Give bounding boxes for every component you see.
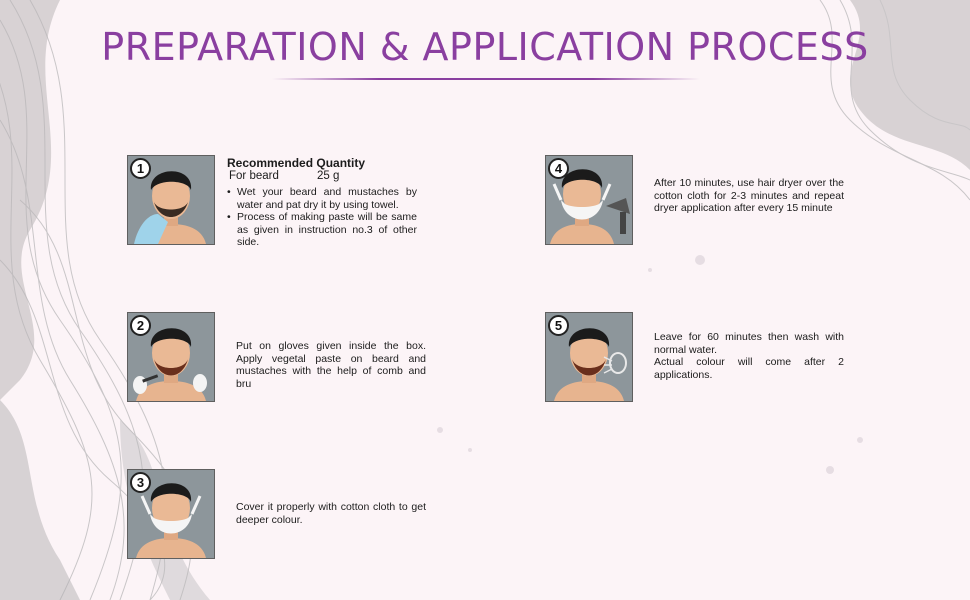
- step-4-illustration: [545, 155, 633, 245]
- step-1-bullet: • Process of making paste will be same as given in instruction no.3 of other side.: [227, 211, 417, 249]
- step-3-number-badge: 3: [130, 472, 151, 493]
- step-3-illustration: [127, 469, 215, 559]
- step-4-text: [654, 177, 844, 215]
- step-5-instruction: Leave for 60 minutes then wash with normal water.: [654, 331, 844, 356]
- step-5-illustration: [545, 312, 633, 402]
- step-5-number-badge: 5: [548, 315, 569, 336]
- step-1-text: [227, 157, 417, 249]
- step-2-text: [236, 340, 426, 390]
- step-5-note: Actual colour will come after 2 applications.: [654, 356, 844, 381]
- recommended-quantity-heading: Recommended Quantity: [227, 156, 366, 170]
- step-1-illustration: [127, 155, 215, 245]
- quantity-value: 25 g: [317, 169, 340, 182]
- page-title: PREPARATION & APPLICATION PROCESS: [101, 25, 869, 69]
- step-2-illustration: [127, 312, 215, 402]
- title-underline: [272, 78, 700, 80]
- step-1-bullet: • Wet your beard and mustaches by water and pat dry it by using towel.: [227, 186, 417, 211]
- step-1-number-badge: 1: [130, 158, 151, 179]
- step-4-number-badge: 4: [548, 158, 569, 179]
- step-3-text: [236, 501, 426, 526]
- quantity-label: For beard: [229, 169, 279, 182]
- step-2-number-badge: 2: [130, 315, 151, 336]
- step-2-instruction: Put on gloves given inside the box. Apply vegetal paste on beard and mustaches with the help of comb and bru: [236, 340, 426, 390]
- step-1-bullets: [227, 186, 417, 249]
- step-4-instruction: After 10 minutes, use hair dryer over the cotton cloth for 2-3 minutes and repeat dryer application after every 15 minute: [654, 177, 844, 214]
- quantity-row: [229, 170, 417, 183]
- step-5-text: [654, 331, 844, 381]
- step-3-instruction: Cover it properly with cotton cloth to get deeper colour.: [236, 501, 426, 526]
